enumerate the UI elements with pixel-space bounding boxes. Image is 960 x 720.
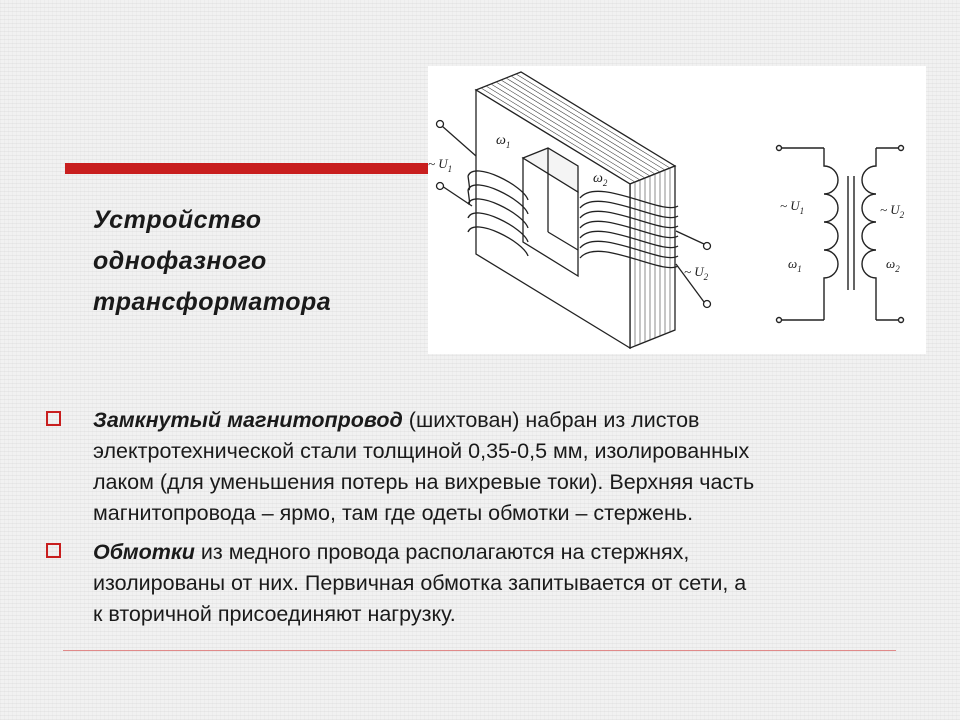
title-line-1: Устройство bbox=[93, 206, 262, 234]
bullet-text bbox=[93, 537, 923, 630]
schematic-labels bbox=[780, 198, 905, 274]
transformer-figure bbox=[428, 66, 926, 354]
bullet-line-text: из медного провода располагаются на стержнях, bbox=[194, 540, 690, 564]
bullet-bold-term: Замкнутый магнитопровод bbox=[93, 408, 403, 432]
bullet-square-icon bbox=[46, 543, 61, 558]
bullet-item-core bbox=[43, 405, 923, 529]
bullet-bold-term: Обмотки bbox=[93, 540, 195, 564]
bullet-text bbox=[93, 405, 923, 529]
title-accent-bar bbox=[65, 163, 440, 174]
core-w2-label: $\omega_2$ bbox=[593, 171, 608, 188]
schematic-u2-label: ~ $U_2$ bbox=[880, 202, 905, 220]
transformer-drawing bbox=[428, 66, 926, 354]
bullet-line: изолированы от них. Первичная обмотка запитывается от сети, а bbox=[93, 571, 747, 595]
bullet-square-icon bbox=[46, 411, 61, 426]
schematic-u1-label: ~ $U_1$ bbox=[780, 198, 805, 216]
core-w1-label: $\omega_1$ bbox=[496, 133, 511, 150]
schematic-w1-label: $\omega_1$ bbox=[788, 256, 802, 274]
bullet-line: лаком (для уменьшения потерь на вихревые токи). Верхняя часть bbox=[93, 470, 755, 494]
bullet-line bbox=[93, 537, 923, 568]
bullet-item-windings bbox=[43, 537, 923, 630]
transformer-schematic bbox=[777, 146, 904, 323]
title-line-3: трансформатора bbox=[93, 288, 332, 316]
slide-title bbox=[93, 200, 413, 323]
bullet-line: магнитопровода – ярмо, там где одеты обмотки – стержень. bbox=[93, 501, 694, 525]
schematic-w2-label: $\omega_2$ bbox=[886, 256, 900, 274]
core-u2-label: ~ $U_2$ bbox=[684, 264, 709, 282]
core-u1-label: ~ $U_1$ bbox=[428, 156, 453, 174]
bullet-line bbox=[93, 405, 923, 436]
bullet-list bbox=[43, 405, 923, 630]
bullet-line: к вторичной присоединяют нагрузку. bbox=[93, 602, 456, 626]
bullet-line: электротехнической стали толщиной 0,35-0,5 мм, изолированных bbox=[93, 439, 750, 463]
title-line-2: однофазного bbox=[93, 247, 267, 275]
bullet-line-text: (шихтован) набран из листов bbox=[402, 408, 700, 432]
footer-divider bbox=[63, 650, 896, 651]
